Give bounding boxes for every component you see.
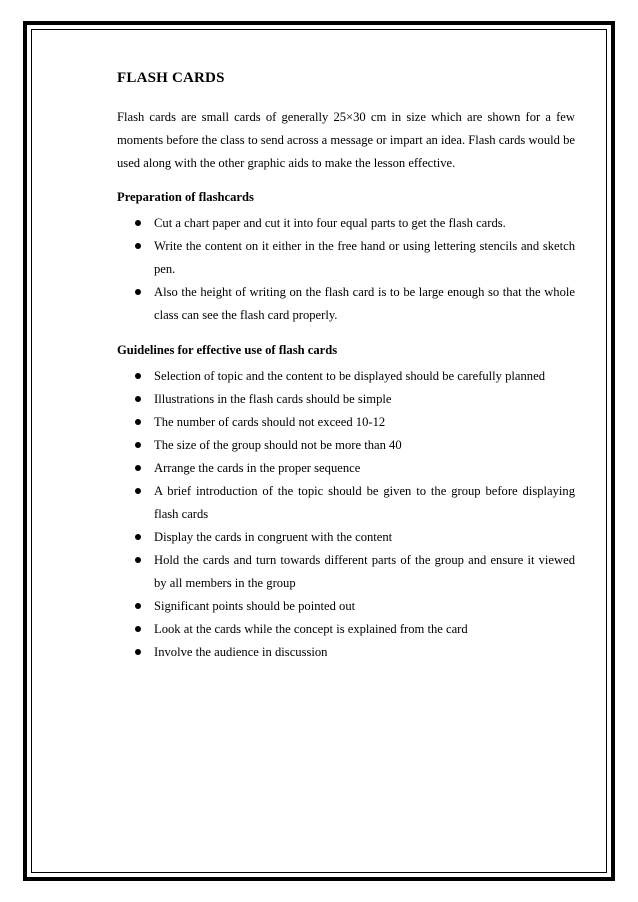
list-item bbox=[117, 618, 575, 641]
list-item bbox=[117, 411, 575, 434]
preparation-list bbox=[117, 212, 575, 327]
list-item-text: Cut a chart paper and cut it into four equal parts to get the flash cards. bbox=[154, 216, 506, 230]
bullet-icon bbox=[135, 649, 141, 655]
section-heading-preparation: Preparation of flashcards bbox=[117, 190, 254, 204]
list-item bbox=[117, 235, 575, 281]
list-item bbox=[117, 212, 575, 235]
list-item-text: Hold the cards and turn towards different parts of the group and ensure it viewed by all members in the group bbox=[154, 553, 575, 590]
list-item-text: Arrange the cards in the proper sequence bbox=[154, 461, 361, 475]
list-item-text: Illustrations in the flash cards should be simple bbox=[154, 392, 392, 406]
list-item bbox=[117, 549, 575, 595]
document-title: FLASH CARDS bbox=[117, 70, 225, 86]
bullet-icon bbox=[135, 557, 141, 563]
bullet-icon bbox=[135, 289, 141, 295]
list-item-text: Significant points should be pointed out bbox=[154, 599, 356, 613]
bullet-icon bbox=[135, 442, 141, 448]
list-item bbox=[117, 595, 575, 618]
list-item-text: Also the height of writing on the flash card is to be large enough so that the whole class can see the flash card properly. bbox=[154, 285, 575, 322]
list-item bbox=[117, 388, 575, 411]
list-item bbox=[117, 641, 575, 664]
bullet-icon bbox=[135, 465, 141, 471]
guidelines-list bbox=[117, 365, 575, 664]
list-item-text: The number of cards should not exceed 10-12 bbox=[154, 415, 386, 429]
document-body bbox=[117, 70, 575, 676]
bullet-icon bbox=[135, 603, 141, 609]
bullet-icon bbox=[135, 373, 141, 379]
section-heading-guidelines: Guidelines for effective use of flash cards bbox=[117, 343, 338, 357]
list-item bbox=[117, 365, 575, 388]
list-item bbox=[117, 457, 575, 480]
bullet-icon bbox=[135, 419, 141, 425]
bullet-icon bbox=[135, 396, 141, 402]
intro-paragraph: Flash cards are small cards of generally 25×30 cm in size which are shown for a few moments before the class to send across a message or impart an idea. Flash cards would be used along with the other graphic aids to make the lesson effective. bbox=[117, 110, 575, 170]
list-item-text: Involve the audience in discussion bbox=[154, 645, 328, 659]
bullet-icon bbox=[135, 220, 141, 226]
list-item bbox=[117, 434, 575, 457]
list-item-text: The size of the group should not be more than 40 bbox=[154, 438, 402, 452]
list-item-text: Look at the cards while the concept is explained from the card bbox=[154, 622, 468, 636]
list-item bbox=[117, 281, 575, 327]
list-item bbox=[117, 526, 575, 549]
bullet-icon bbox=[135, 626, 141, 632]
list-item-text: Display the cards in congruent with the content bbox=[154, 530, 393, 544]
list-item-text: Write the content on it either in the free hand or using lettering stencils and sketch pen. bbox=[154, 239, 575, 276]
bullet-icon bbox=[135, 243, 141, 249]
list-item-text: A brief introduction of the topic should be given to the group before displaying flash cards bbox=[154, 484, 575, 521]
bullet-icon bbox=[135, 488, 141, 494]
list-item bbox=[117, 480, 575, 526]
list-item-text: Selection of topic and the content to be displayed should be carefully planned bbox=[154, 369, 545, 383]
bullet-icon bbox=[135, 534, 141, 540]
